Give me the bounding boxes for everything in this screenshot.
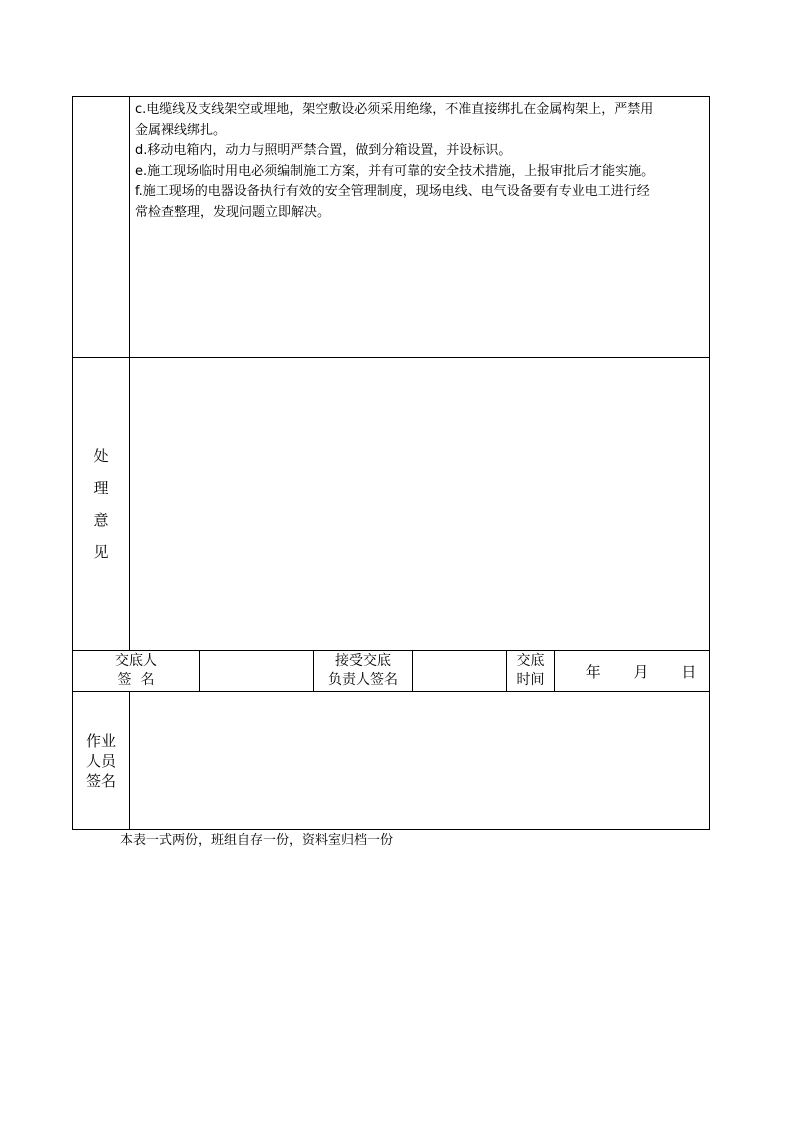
content-label-cell (73, 97, 130, 358)
receiver-label-line1: 接受交底 (335, 653, 391, 669)
time-label-line1: 交底 (516, 653, 545, 669)
content-line: f.施工现场的电器设备执行有效的安全管理制度，现场电线、电气设备要有专业电工进行经 (135, 184, 650, 199)
content-line: d.移动电箱内，动力与照明严禁合置，做到分箱设置，并设标识。 (135, 143, 512, 158)
staff-signature-row (73, 692, 710, 830)
discloser-label-line2: 签 名 (117, 672, 155, 688)
label-char: 理 (93, 479, 109, 497)
staff-signature-label (73, 692, 130, 830)
staff-signature-field[interactable] (130, 692, 710, 830)
handling-opinion-row (73, 358, 710, 651)
label-char: 意 (93, 511, 109, 529)
time-label-line2: 时间 (516, 672, 545, 688)
staff-label-line1: 作业 (85, 731, 116, 750)
receiver-label-line2: 负责人签名 (328, 672, 398, 688)
label-char: 处 (93, 447, 109, 465)
receiver-signature-field[interactable] (413, 651, 507, 692)
discloser-signature-field[interactable] (200, 651, 314, 692)
handling-opinion-field[interactable] (130, 358, 710, 651)
content-line: 金属裸线绑扎。 (135, 122, 227, 138)
content-line: e.施工现场临时用电必须编制施工方案，并有可靠的安全技术措施，上报审批后才能实施。 (135, 163, 655, 179)
discloser-label-line1: 交底人 (115, 653, 157, 669)
signature-row (73, 651, 710, 692)
date-day-label: 日 (681, 662, 697, 681)
staff-label-line2: 人员 (85, 751, 116, 770)
label-char: 见 (93, 543, 109, 561)
disclosure-time-label (507, 651, 555, 692)
disclosure-date-field[interactable] (555, 651, 710, 692)
date-month-label: 月 (633, 662, 649, 681)
content-text-cell (130, 97, 710, 358)
handling-opinion-label (73, 358, 130, 651)
content-row (73, 97, 710, 358)
footnote: 本表一式两份，班组自存一份，资料室归档一份 (120, 833, 394, 848)
content-text-block (130, 97, 709, 223)
date-year-label: 年 (585, 662, 601, 681)
staff-label-line3: 签名 (85, 771, 116, 790)
receiver-signature-label (314, 651, 413, 692)
discloser-signature-label (73, 651, 200, 692)
disclosure-form-table (72, 96, 710, 830)
content-line: 常检查整理，发现问题立即解决。 (135, 204, 331, 220)
content-line: c.电缆线及支线架空或埋地，架空敷设必须采用绝缘，不准直接绑扎在金属构架上，严禁用 (135, 102, 654, 117)
